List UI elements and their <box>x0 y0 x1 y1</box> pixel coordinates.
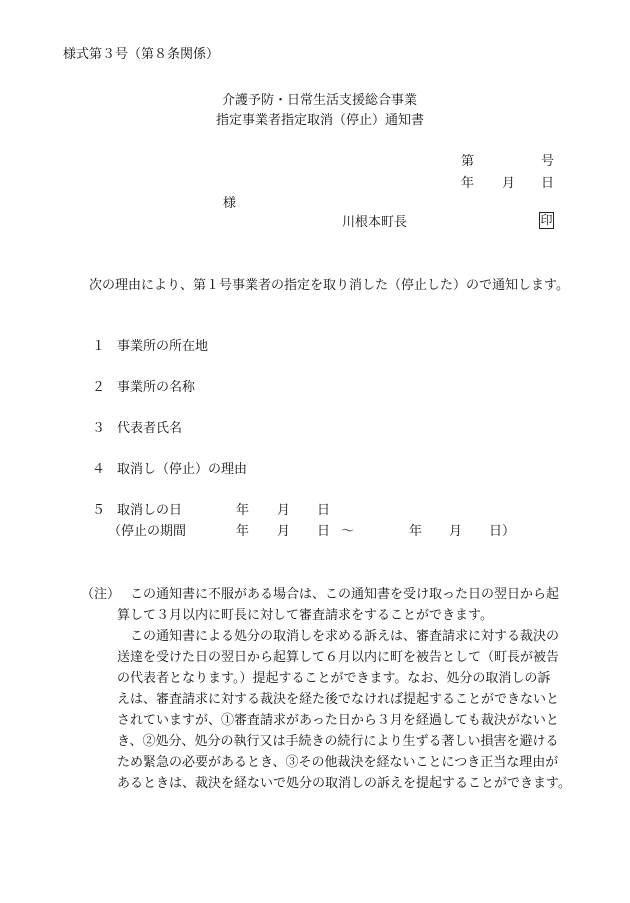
suspension-end-month-label: 月 <box>449 524 463 539</box>
suspension-end-day-label: 日） <box>489 524 516 539</box>
note-line-10: あるときは、裁決を経ないで処分の取消しの訴えを提起することができます。 <box>117 776 571 791</box>
form-number: 様式第３号（第８条関係） <box>63 47 220 62</box>
item-label-5: 取消しの日 <box>117 503 183 518</box>
doc-number-gou: 号 <box>541 154 555 169</box>
note-line-8: き、②処分、処分の執行又は手続きの続行により生ずる著しい損害を避ける <box>117 734 559 749</box>
note-line-2: 算して３月以内に町長に対して審査請求をすることができます。 <box>117 608 493 623</box>
note-line-9: ため緊急の必要があるとき、③その他裁決を経ないことにつき正当な理由が <box>117 755 559 770</box>
date-day-label: 日 <box>541 176 555 191</box>
title-line-1: 介護予防・日常生活支援総合事業 <box>222 93 418 108</box>
note-line-3: この通知書による処分の取消しを求める訴えは、審査請求に対する裁決の <box>130 629 560 644</box>
item-label-3: 代表者氏名 <box>117 421 183 436</box>
note-line-7: されていますが、①審査請求があった日から３月を経過しても裁決がないと <box>117 713 559 728</box>
note-line-1: この通知書に不服がある場合は、この通知書を受け取った日の翌日から起 <box>130 587 560 602</box>
revocation-year-label: 年 <box>236 503 250 518</box>
item-number-5: ５ <box>92 503 106 518</box>
item-number-3: ３ <box>92 421 106 436</box>
item-number-4: ４ <box>92 462 106 477</box>
suspension-start-year-label: 年 <box>236 524 250 539</box>
item-label-1: 事業所の所在地 <box>117 339 209 354</box>
doc-number-dai: 第 <box>461 154 475 169</box>
title-line-2: 指定事業者指定取消（停止）通知書 <box>216 113 425 128</box>
item-label-2: 事業所の名称 <box>117 380 196 395</box>
addressee-suffix: 様 <box>223 196 237 211</box>
note-line-4: 送達を受けた日の翌日から起算して６月以内に町を被告として（町長が被告 <box>117 650 560 665</box>
suspension-start-month-label: 月 <box>277 524 291 539</box>
date-year-label: 年 <box>461 176 475 191</box>
date-month-label: 月 <box>502 176 516 191</box>
suspension-start-day-label: 日 <box>317 524 331 539</box>
suspension-end-year-label: 年 <box>409 524 423 539</box>
item-number-2: ２ <box>92 380 106 395</box>
suspension-period-label: （停止の期間 <box>108 524 187 539</box>
revocation-day-label: 日 <box>317 503 331 518</box>
note-line-6: えは、審査請求に対する裁決を経た後でなければ提起することができないと <box>117 692 560 707</box>
note-line-5: の代表者となります。）提起することができます。なお、処分の取消しの訴 <box>117 671 551 686</box>
suspension-tilde: ～ <box>341 524 355 539</box>
item-label-4: 取消し（停止）の理由 <box>117 462 248 477</box>
seal-mark: 印 <box>540 213 553 227</box>
intro-text: 次の理由により、第１号事業者の指定を取り消した（停止した）ので通知します。 <box>89 278 569 293</box>
revocation-month-label: 月 <box>277 503 291 518</box>
issuer-name: 川根本町長 <box>342 215 408 230</box>
item-number-1: １ <box>92 339 106 354</box>
note-label: （注） <box>81 587 121 602</box>
